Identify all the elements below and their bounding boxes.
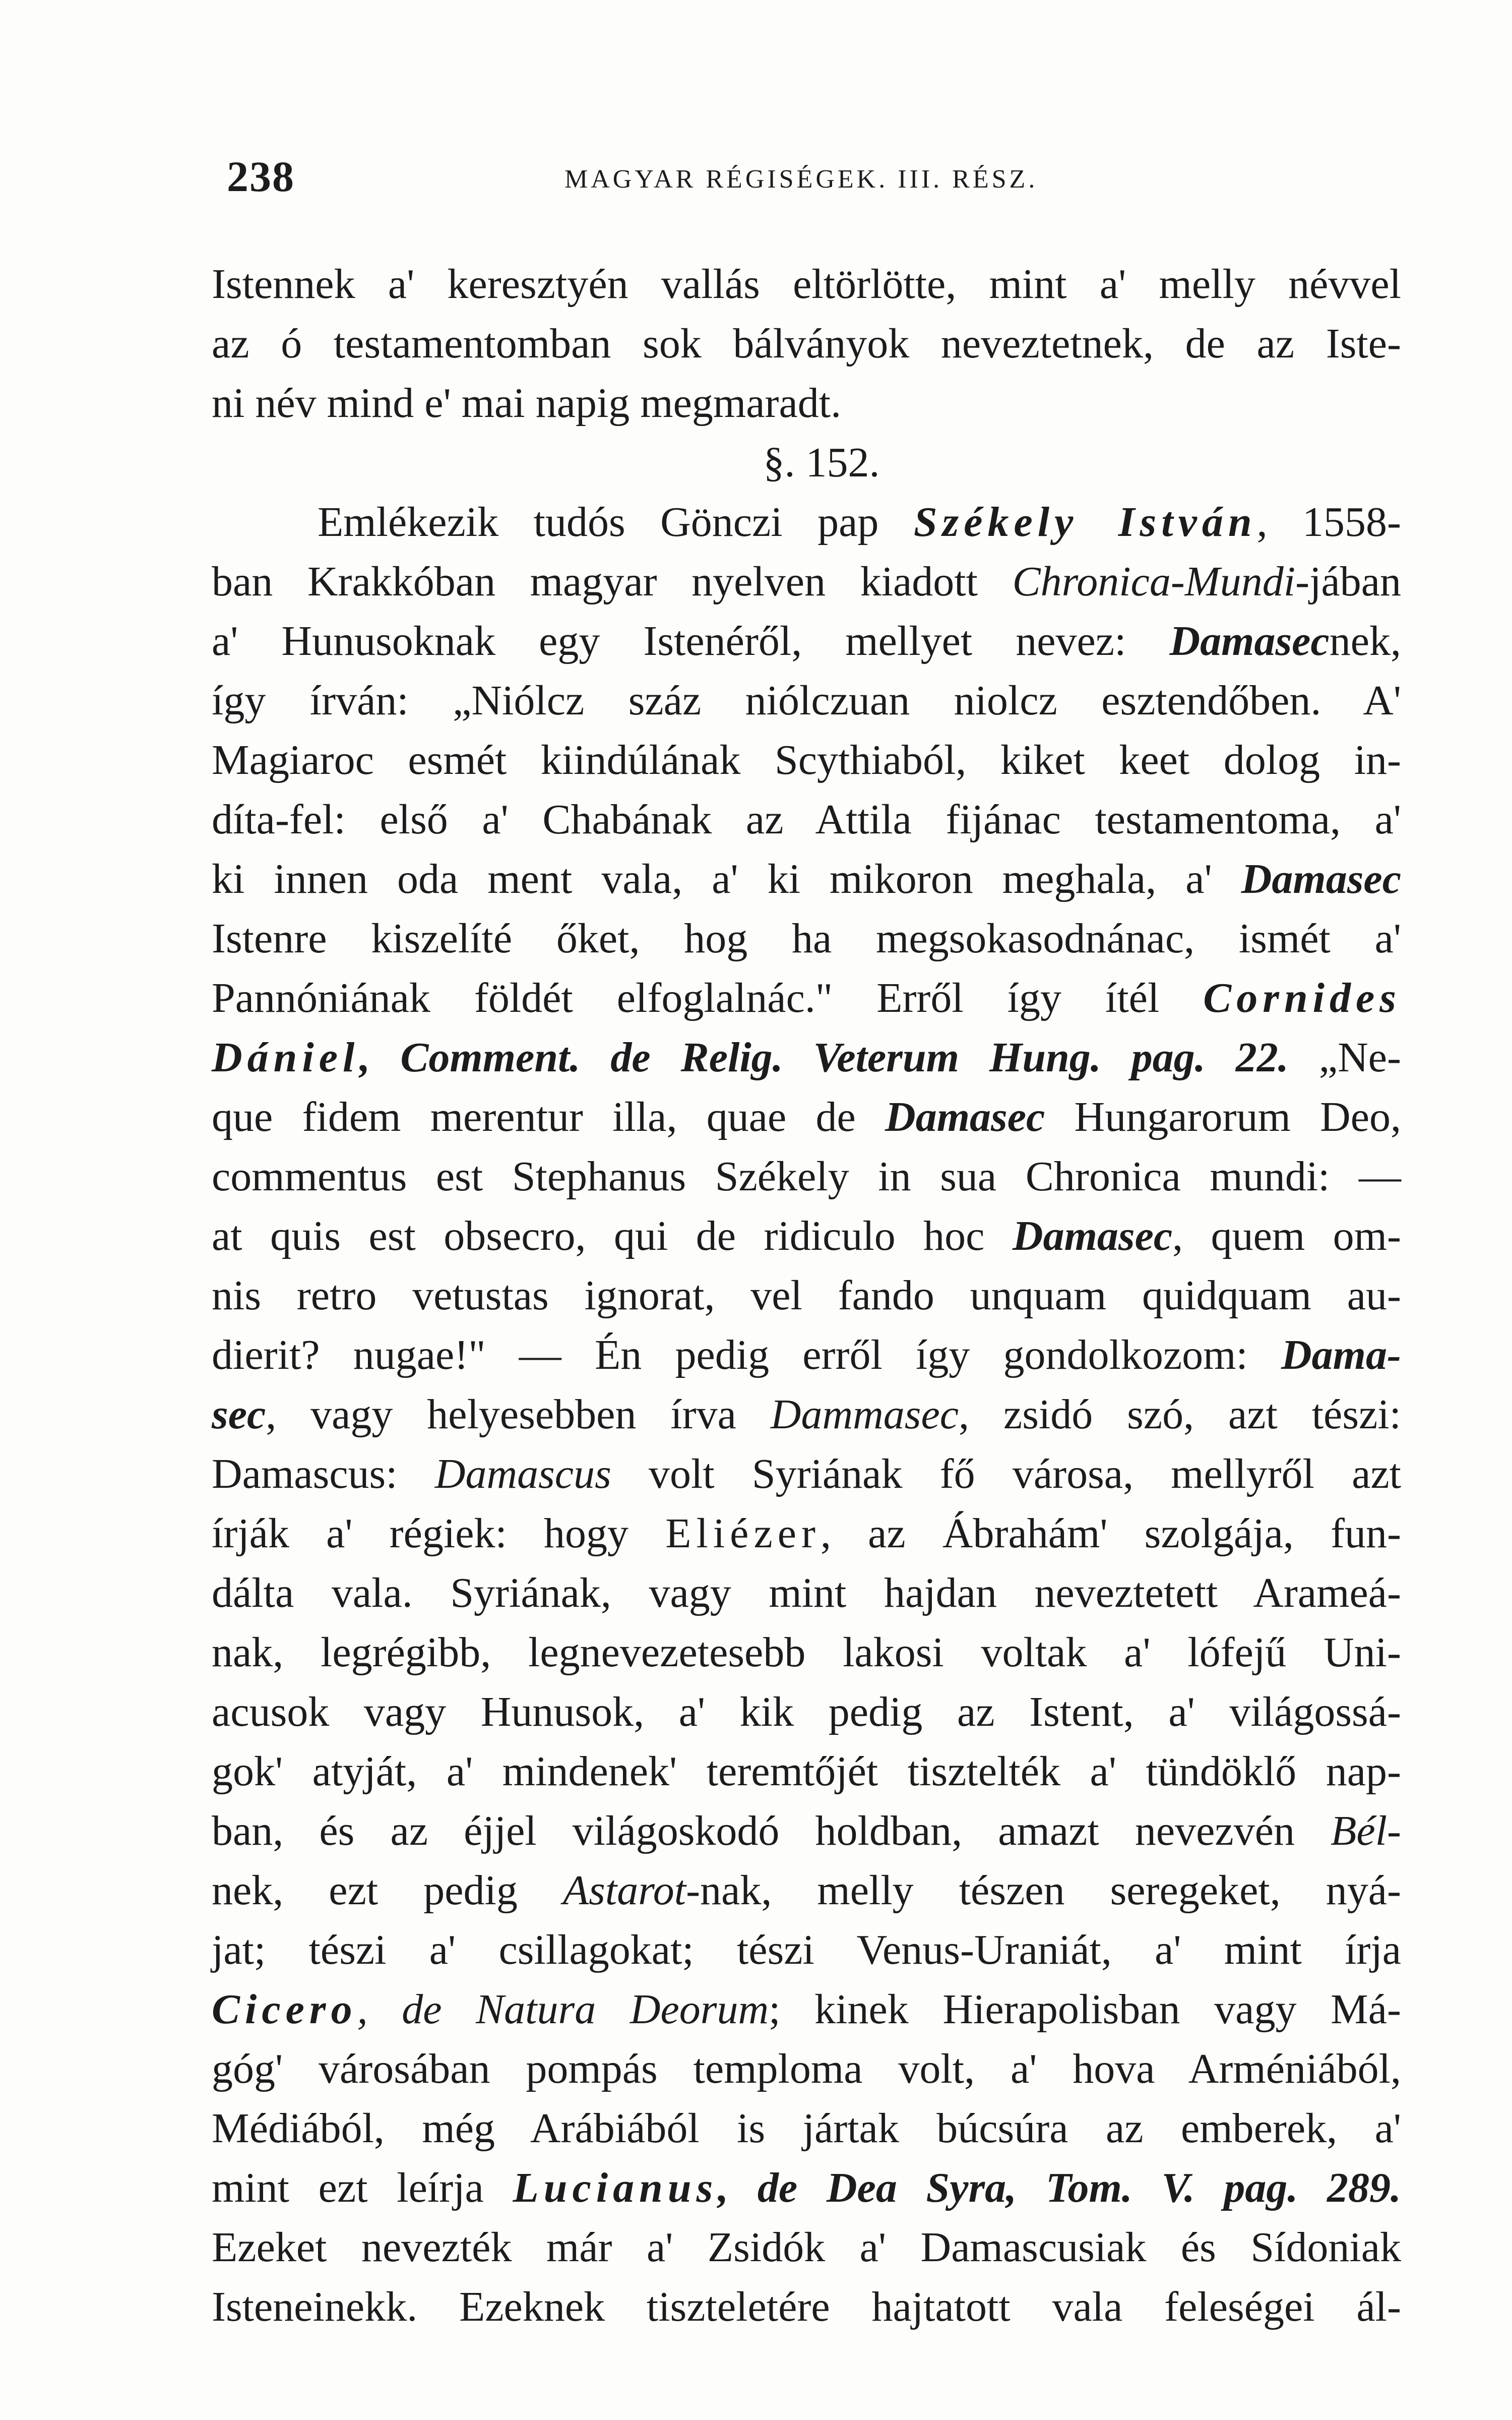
place-name: Damascus <box>434 1450 611 1497</box>
text-line: írják a' régiek: hogy Eliézer, az Ábrahám' szolgája, fun- <box>212 1510 1401 1557</box>
text-line: Damascus: Damascus volt Syriának fő városa, mellyről azt <box>212 1450 1401 1497</box>
text-line: nak, legrégibb, legnevezetesebb lakosi voltak a' lófejű Uni- <box>212 1629 1401 1676</box>
deity-name: Damasec <box>885 1094 1045 1140</box>
text-line: Emlékezik tudós Gönczi pap Székely István, 1558- <box>318 499 1401 546</box>
text-line: Magiaroc esmét kiindúlának Scythiaból, kiket keet dolog in- <box>212 737 1401 783</box>
text-line: dierit? nugae!" — Én pedig erről így gondolkozom: Dama- <box>212 1332 1401 1378</box>
text-line: a' Hunusoknak egy Istenéről, mellyet nevez: Damasecnek, <box>212 618 1401 664</box>
author-name: Cornides <box>1203 975 1401 1021</box>
author-name: Lucianus <box>513 2164 718 2211</box>
text-line: sec, vagy helyesebben írva Dammasec, zsidó szó, azt tészi: <box>212 1391 1401 1438</box>
section-heading: §. 152. <box>763 439 880 486</box>
text-line: az ó testamentomban sok bálványok neveztetnek, de az Iste- <box>212 320 1401 367</box>
text-line: at quis est obsecro, qui de ridiculo hoc Damasec, quem om- <box>212 1213 1401 1259</box>
page-number: 238 <box>227 152 295 201</box>
text-line: Istennek a' keresztyén vallás eltörlötte, mint a' melly névvel <box>212 261 1401 308</box>
text-line: Cicero, de Natura Deorum; kinek Hierapolisban vagy Má- <box>212 1986 1402 2033</box>
text-line: Istenre kiszelíté őket, hog ha megsokasodnánac, ismét a' <box>212 915 1401 962</box>
deity-name: Bél- <box>1331 1807 1401 1854</box>
text-line: nek, ezt pedig Astarot-nak, melly tészen seregeket, nyá- <box>212 1867 1401 1914</box>
deity-name: Damasec <box>1012 1213 1173 1259</box>
text-line: góg' városában pompás temploma volt, a' hova Arméniából, <box>212 2045 1401 2092</box>
text-line: Ezeket nevezték már a' Zsidók a' Damascusiak és Sídoniak <box>212 2224 1401 2271</box>
author-name: Székely István <box>913 499 1257 546</box>
deity-name: Damasec <box>1241 856 1401 902</box>
text-line: ban Krakkóban magyar nyelven kiadott Chronica-Mundi-jában <box>212 558 1401 605</box>
text-line: ki innen oda ment vala, a' ki mikoron meghala, a' Damasec <box>212 856 1401 902</box>
deity-name: Damasec <box>1169 618 1330 664</box>
text-line: commentus est Stephanus Székely in sua Chronica mundi: — <box>212 1153 1401 1200</box>
deity-name: Astarot <box>562 1867 686 1914</box>
citation: , Comment. de Relig. Veterum Hung. pag. 22. <box>359 1034 1289 1081</box>
running-head: MAGYAR RÉGISÉGEK. III. RÉSZ. <box>564 165 1038 194</box>
body-text <box>212 255 1401 2337</box>
text-line: nis retro vetustas ignorat, vel fando unquam quidquam au- <box>212 1272 1401 1319</box>
text-line: Médiából, még Arábiából is jártak búcsúra az emberek, a' <box>212 2105 1401 2152</box>
work-title: Chronica-Mundi <box>1012 558 1296 605</box>
text-line: ni név mind e' mai napig megmaradt. <box>212 380 842 427</box>
citation: , de Dea Syra, Tom. V. pag. 289. <box>718 2164 1401 2211</box>
text-line: díta-fel: első a' Chabának az Attila fijánac testamentoma, a' <box>212 796 1401 843</box>
author-name: Dániel <box>212 1034 360 1081</box>
text-line: Dániel, Comment. de Relig. Veterum Hung. pag. 22. „Ne- <box>212 1034 1401 1081</box>
text-line: gok' atyját, a' mindenek' teremtőjét tisztelték a' tündöklő nap- <box>212 1748 1401 1795</box>
text-line: Isteneinekk. Ezeknek tiszteletére hajtatott vala feleségei ál- <box>212 2283 1401 2330</box>
text-line: Pannóniának földét elfoglalnác." Erről így ítél Cornides <box>212 975 1401 1021</box>
text-line: dálta vala. Syriának, vagy mint hajdan neveztetett Arameá- <box>212 1569 1401 1616</box>
author-name: Cicero <box>212 1986 357 2033</box>
text-line: így írván: „Niólcz száz niólczuan niolcz esztendőben. A' <box>212 677 1401 724</box>
text-line: acusok vagy Hunusok, a' kik pedig az Istent, a' világossá- <box>212 1688 1401 1735</box>
deity-name: Dammasec <box>770 1391 959 1438</box>
deity-name: Dama- <box>1281 1332 1401 1378</box>
citation: , de Natura Deorum <box>357 1986 769 2033</box>
text-line: jat; tészi a' csillagokat; tészi Venus-Uraniát, a' mint írja <box>212 1926 1401 1973</box>
person-name: Eliézer <box>665 1510 821 1557</box>
text-line: que fidem merentur illa, quae de Damasec Hungarorum Deo, <box>212 1094 1401 1140</box>
text-line: ban, és az éjjel világoskodó holdban, amazt nevezvén Bél- <box>212 1807 1401 1854</box>
page-header <box>227 151 1391 207</box>
text-line: mint ezt leírja Lucianus, de Dea Syra, Tom. V. pag. 289. <box>212 2164 1401 2211</box>
